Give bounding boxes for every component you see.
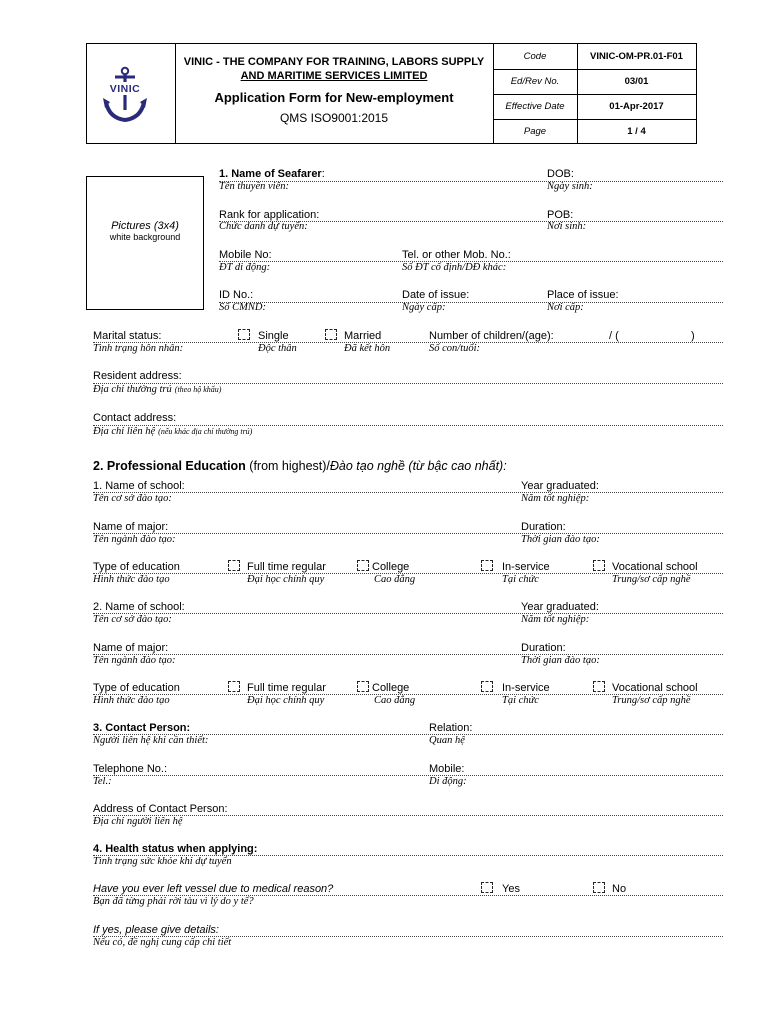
- logo-text: VINIC: [109, 83, 141, 95]
- type2-field: [93, 694, 723, 695]
- contact-address-label-vi: Địa chỉ liên hệ (nếu khác địa chỉ thường trú): [93, 426, 253, 437]
- duration1-label-vi: Thời gian đào tạo:: [521, 534, 600, 545]
- dob-label-vi: Ngày sinh:: [547, 181, 593, 192]
- type1-label-vi: Hình thức đào tạo: [93, 574, 170, 585]
- school2-field[interactable]: [93, 613, 723, 614]
- school1-label-vi: Tên cơ sở đào tạo:: [93, 493, 172, 504]
- type2-college-label: College: [372, 682, 410, 694]
- qms-standard: QMS ISO9001:2015: [279, 111, 389, 125]
- type1-fulltime-checkbox[interactable]: [228, 560, 240, 571]
- section2-title: 2. Professional Education (from highest)/Đào tạo nghề (từ bậc cao nhất):: [93, 459, 507, 473]
- rank-field[interactable]: [219, 221, 723, 222]
- contact-address-field[interactable]: [93, 425, 723, 426]
- major2-field[interactable]: [93, 654, 723, 655]
- date-of-issue-label: Date of issue:: [402, 289, 470, 301]
- type2-inservice-checkbox[interactable]: [481, 681, 493, 692]
- medical-question: Have you ever left vessel due to medical reason?: [93, 883, 334, 895]
- type2-label-vi: Hình thức đào tạo: [93, 695, 170, 706]
- duration2-label: Duration:: [521, 642, 566, 654]
- if-yes-label-vi: Nếu có, đề nghị cung cấp chi tiết: [93, 937, 232, 948]
- if-yes-details-field[interactable]: [93, 936, 723, 937]
- type2-vocational-label-vi: Trung/sơ cấp nghề: [612, 695, 691, 706]
- type2-college-label-vi: Cao đẳng: [374, 695, 416, 706]
- effective-date-value: 01-Apr-2017: [609, 101, 664, 112]
- contact-person-title: 3. Contact Person:: [93, 722, 191, 734]
- contact-tel-field[interactable]: [93, 775, 723, 776]
- single-checkbox[interactable]: [238, 329, 250, 340]
- school1-label: 1. Name of school:: [93, 480, 185, 492]
- year1-label-vi: Năm tốt nghiệp:: [521, 493, 590, 504]
- contact-mobile-label-vi: Di động:: [429, 776, 467, 787]
- type1-inservice-checkbox[interactable]: [481, 560, 493, 571]
- seafarer-name-label: 1. Name of Seafarer:: [219, 168, 325, 180]
- contact-person-field[interactable]: [93, 734, 723, 735]
- code-value: VINIC-OM-PR.01-F01: [590, 51, 683, 62]
- contact-tel-label-vi: Tel.:: [93, 776, 112, 787]
- medical-yes-checkbox[interactable]: [481, 882, 493, 893]
- health-status-title-vi: Tình trạng sức khỏe khi dự tuyển: [93, 856, 232, 867]
- rank-label-vi: Chức danh dự tuyển:: [219, 221, 308, 232]
- resident-address-label: Resident address:: [93, 370, 182, 382]
- id-label-vi: Số CMND:: [219, 302, 266, 313]
- medical-yes-label: Yes: [502, 883, 520, 895]
- id-label: ID No.:: [219, 289, 254, 301]
- place-of-issue-label-vi: Nơi cấp:: [547, 302, 584, 313]
- dob-label: DOB:: [547, 168, 574, 180]
- medical-no-label: No: [612, 883, 627, 895]
- type2-label: Type of education: [93, 682, 180, 694]
- pob-label: POB:: [547, 209, 574, 221]
- photo-label: Pictures (3x4): [111, 220, 179, 232]
- married-label: Married: [344, 330, 382, 342]
- major1-label: Name of major:: [93, 521, 169, 533]
- type2-inservice-label-vi: Tại chức: [502, 695, 539, 706]
- resident-address-field[interactable]: [93, 383, 723, 384]
- type1-field: [93, 573, 723, 574]
- rank-label: Rank for application:: [219, 209, 320, 221]
- year2-label-vi: Năm tốt nghiệp:: [521, 614, 590, 625]
- type2-vocational-label: Vocational school: [612, 682, 698, 694]
- place-of-issue-label: Place of issue:: [547, 289, 619, 301]
- major2-label: Name of major:: [93, 642, 169, 654]
- contact-address-label: Contact address:: [93, 412, 177, 424]
- contact-tel-label: Telephone No.:: [93, 763, 167, 775]
- year2-label: Year graduated:: [521, 601, 599, 613]
- medical-question-field: [93, 895, 723, 896]
- type1-college-checkbox[interactable]: [357, 560, 369, 571]
- type1-vocational-label: Vocational school: [612, 561, 698, 573]
- id-field[interactable]: [219, 302, 723, 303]
- school2-label: 2. Name of school:: [93, 601, 185, 613]
- single-label: Single: [258, 330, 289, 342]
- duration1-label: Duration:: [521, 521, 566, 533]
- code-label: Code: [523, 51, 547, 62]
- contact-person-address-field[interactable]: [93, 815, 723, 816]
- type1-vocational-checkbox[interactable]: [593, 560, 605, 571]
- tel-label-vi: Số ĐT cố định/DĐ khác:: [402, 262, 507, 273]
- effective-date-label: Effective Date: [505, 101, 565, 112]
- type2-college-checkbox[interactable]: [357, 681, 369, 692]
- school2-label-vi: Tên cơ sở đào tạo:: [93, 614, 172, 625]
- relation-label-vi: Quan hệ: [429, 735, 465, 746]
- mobile-field[interactable]: [219, 261, 723, 262]
- resident-address-label-vi: Địa chỉ thường trú (theo hộ khẩu): [93, 384, 222, 395]
- medical-question-vi: Bạn đã từng phải rời tàu vì lý do y tế?: [93, 896, 254, 907]
- type2-fulltime-label: Full time regular: [247, 682, 326, 694]
- edrev-value: 03/01: [624, 76, 649, 87]
- type1-fulltime-label-vi: Đại học chính quy: [247, 574, 325, 585]
- type1-college-label-vi: Cao đẳng: [374, 574, 416, 585]
- if-yes-label: If yes, please give details:: [93, 924, 219, 936]
- major1-label-vi: Tên ngành đào tạo:: [93, 534, 176, 545]
- company-name-line1: VINIC - THE COMPANY FOR TRAINING, LABORS SUPPLY: [183, 56, 485, 68]
- type2-fulltime-checkbox[interactable]: [228, 681, 240, 692]
- type1-college-label: College: [372, 561, 410, 573]
- year1-label: Year graduated:: [521, 480, 599, 492]
- type1-inservice-label: In-service: [502, 561, 550, 573]
- form-title: Application Form for New-employment: [214, 90, 454, 105]
- children-label-vi: Số con/tuổi:: [429, 343, 481, 354]
- contact-address-person-label: Address of Contact Person:: [93, 803, 228, 815]
- photo-box[interactable]: [86, 176, 204, 310]
- page-value: 1 / 4: [627, 126, 646, 137]
- date-of-issue-label-vi: Ngày cấp:: [402, 302, 446, 313]
- relation-label: Relation:: [429, 722, 473, 734]
- contact-person-title-vi: Người liên hệ khi cần thiết:: [93, 735, 209, 746]
- seafarer-name-field[interactable]: [219, 181, 723, 182]
- children-separator: / (: [609, 330, 619, 342]
- seafarer-name-label-vi: Tên thuyền viên:: [219, 181, 289, 192]
- form-header: [86, 43, 697, 144]
- company-name-line2: AND MARITIME SERVICES LIMITED: [240, 70, 428, 82]
- type2-inservice-label: In-service: [502, 682, 550, 694]
- edrev-label: Ed/Rev No.: [510, 76, 560, 87]
- mobile-label-vi: ĐT di động:: [219, 262, 271, 273]
- marital-status-label: Marital status:: [93, 330, 162, 342]
- page-label: Page: [523, 126, 547, 137]
- duration2-label-vi: Thời gian đào tạo:: [521, 655, 600, 666]
- married-label-vi: Đã kết hôn: [344, 343, 391, 354]
- marital-field[interactable]: [93, 342, 723, 343]
- type2-vocational-checkbox[interactable]: [593, 681, 605, 692]
- type1-fulltime-label: Full time regular: [247, 561, 326, 573]
- children-close: ): [691, 330, 695, 342]
- contact-address-person-label-vi: Địa chỉ người liên hệ: [93, 816, 183, 827]
- major1-field[interactable]: [93, 533, 723, 534]
- type1-inservice-label-vi: Tại chức: [502, 574, 539, 585]
- type1-label: Type of education: [93, 561, 180, 573]
- marital-status-label-vi: Tình trạng hôn nhân:: [93, 343, 184, 354]
- mobile-label: Mobile No:: [219, 249, 272, 261]
- photo-sublabel: white background: [109, 232, 181, 242]
- type1-vocational-label-vi: Trung/sơ cấp nghề: [612, 574, 691, 585]
- company-logo: [99, 64, 151, 126]
- pob-label-vi: Nơi sinh:: [547, 221, 587, 232]
- married-checkbox[interactable]: [325, 329, 337, 340]
- major2-label-vi: Tên ngành đào tạo:: [93, 655, 176, 666]
- contact-mobile-label: Mobile:: [429, 763, 465, 775]
- tel-label: Tel. or other Mob. No.:: [402, 249, 511, 261]
- school1-field[interactable]: [93, 492, 723, 493]
- medical-no-checkbox[interactable]: [593, 882, 605, 893]
- health-status-title: 4. Health status when applying:: [93, 843, 258, 855]
- health-status-field[interactable]: [93, 855, 723, 856]
- type2-fulltime-label-vi: Đại học chính quy: [247, 695, 325, 706]
- single-label-vi: Độc thân: [258, 343, 297, 354]
- children-label: Number of children/(age):: [429, 330, 554, 342]
